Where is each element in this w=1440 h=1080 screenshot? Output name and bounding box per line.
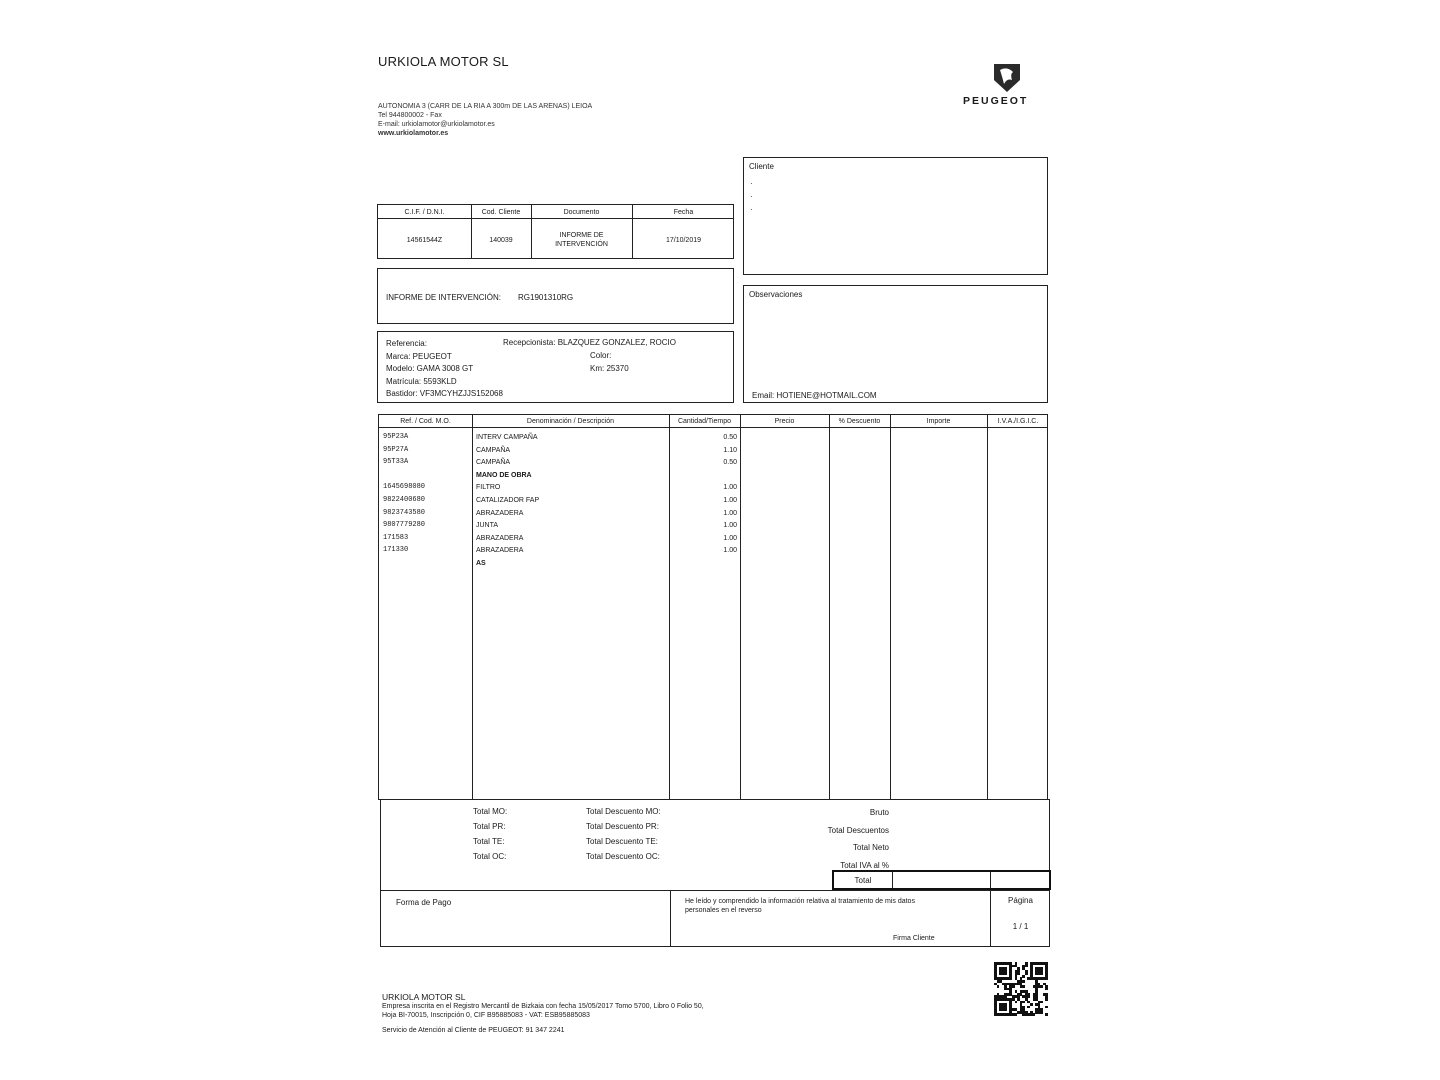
qr-module xyxy=(1022,975,1025,978)
qr-module xyxy=(1022,1001,1025,1004)
legal-company-name: URKIOLA MOTOR SL xyxy=(382,992,466,1002)
vehicle-color: Color: xyxy=(590,351,612,360)
item-ref: 9822400680 xyxy=(383,496,426,504)
value-documento: INFORME DE INTERVENCIÓN xyxy=(555,232,608,248)
privacy-line: personales en el reverso xyxy=(685,907,762,914)
legal-footer xyxy=(382,992,704,1035)
col-header-qty: Cantidad/Tiempo xyxy=(677,418,732,425)
col-header-iva: I.V.A./I.G.I.C. xyxy=(997,418,1039,425)
qr-module xyxy=(1040,972,1043,975)
qr-module xyxy=(1027,995,1030,998)
legal-service: Servicio de Atención al Cliente de PEUGEOT: 91 347 2241 xyxy=(382,1027,565,1034)
item-qty: 1.00 xyxy=(723,509,737,517)
item-desc: AS xyxy=(476,560,486,567)
total-iva: Total IVA al % xyxy=(840,860,889,870)
payment-signature-box xyxy=(380,890,1050,947)
item-desc: ABRAZADERA xyxy=(476,509,524,517)
qr-module xyxy=(1025,965,1028,968)
qr-module xyxy=(1012,985,1015,988)
qr-module xyxy=(1022,985,1025,988)
qr-module xyxy=(1045,1013,1048,1016)
total-row xyxy=(832,870,1051,890)
vehicle-referencia: Referencia: xyxy=(386,339,427,348)
qr-module xyxy=(1045,977,1048,980)
col-header-ref: Ref. / Cod. M.O. xyxy=(400,418,451,425)
total-neto: Total Neto xyxy=(852,843,889,852)
item-ref: 95P27A xyxy=(383,445,409,454)
peugeot-lion-icon xyxy=(990,60,1024,94)
vehicle-modelo: Modelo: GAMA 3008 GT xyxy=(386,364,474,373)
value-cif: 14561544Z xyxy=(406,237,443,244)
vehicle-matricula: Matrícula: 5593KLD xyxy=(386,377,457,386)
payment-label: Forma de Pago xyxy=(396,898,452,907)
item-qty: 1.00 xyxy=(723,547,737,555)
items-table xyxy=(378,414,1048,800)
item-desc: CAMPAÑA xyxy=(476,459,511,467)
col-header-price: Precio xyxy=(774,418,795,425)
total-descuentos: Total Descuentos xyxy=(827,825,889,835)
item-desc: CAMPAÑA xyxy=(476,446,511,454)
client-box xyxy=(743,157,1048,275)
total-desc-te: Total Descuento TE: xyxy=(586,837,658,846)
total-mo: Total MO: xyxy=(473,807,508,816)
totals-left xyxy=(473,804,507,864)
report-box xyxy=(377,268,734,324)
page-label: Página xyxy=(1008,896,1033,905)
observations-label: Observaciones xyxy=(749,290,803,299)
qr-module xyxy=(1033,1013,1036,1016)
qr-module xyxy=(1004,972,1007,975)
vehicle-box xyxy=(377,331,734,403)
total-te: Total TE: xyxy=(473,837,505,846)
legal-line: Empresa inscrita en el Registro Mercantil de Bizkaia con fecha 15/05/2017 Tomo 5700, Libro 0 Folio 50, xyxy=(382,1003,704,1010)
item-ref: 1645698080 xyxy=(383,483,426,492)
privacy-line: He leído y comprendido la información relativa al tratamiento de mis datos xyxy=(685,898,915,905)
qr-module xyxy=(1040,1001,1043,1004)
item-ref: 9823743580 xyxy=(383,508,426,517)
address-line: Tel 944800002 - Fax xyxy=(378,112,442,119)
header-documento: Documento xyxy=(563,209,600,216)
col-header-desc: Denominación / Descripción xyxy=(526,418,615,425)
item-ref: 171330 xyxy=(383,546,409,555)
item-qty: 1.00 xyxy=(723,522,737,530)
qr-module xyxy=(1045,998,1048,1001)
item-qty: 0.50 xyxy=(723,434,737,441)
item-desc: INTERV CAMPAÑA xyxy=(476,434,538,441)
header-cif: C.I.F. / D.N.I. xyxy=(404,209,445,216)
qr-module xyxy=(1027,1006,1030,1009)
totals-right xyxy=(761,804,889,874)
total-oc: Total OC: xyxy=(473,852,507,861)
qr-module xyxy=(1045,988,1048,991)
totals-middle xyxy=(586,804,661,864)
header-fecha: Fecha xyxy=(673,209,694,216)
item-qty: 1.00 xyxy=(723,484,737,492)
vehicle-km: Km: 25370 xyxy=(590,364,629,373)
qr-module xyxy=(1017,972,1020,975)
value-fecha: 17/10/2019 xyxy=(665,237,702,244)
item-ref: 171583 xyxy=(383,533,409,542)
value-cod-cliente: 140039 xyxy=(489,237,513,244)
header-cod-cliente: Cod. Cliente xyxy=(481,209,521,216)
qr-code-icon xyxy=(994,962,1048,1016)
total-label: Total xyxy=(854,876,872,885)
total-desc-pr: Total Descuento PR: xyxy=(586,822,659,831)
total-desc-mo: Total Descuento MO: xyxy=(586,807,661,816)
client-line: · xyxy=(750,205,753,214)
qr-module xyxy=(1015,1013,1018,1016)
address-line: AUTONOMIA 3 (CARR DE LA RIA A 300m DE LAS ARENAS) LEIOA xyxy=(378,103,593,110)
document-header-table xyxy=(377,204,734,259)
signature-label: Firma Cliente xyxy=(893,935,935,942)
client-line: · xyxy=(750,179,753,188)
observations-email: Email: HOTIENE@HOTMAIL.COM xyxy=(752,391,877,400)
report-number: RG1901310RG xyxy=(518,293,574,302)
company-name: URKIOLA MOTOR SL xyxy=(378,54,509,69)
report-label: INFORME DE INTERVENCIÓN: xyxy=(386,293,501,302)
legal-line: Hoja BI-70015, Inscripción 0, CIF B95885083 - VAT: ESB95885083 xyxy=(382,1012,590,1019)
item-desc: FILTRO xyxy=(476,484,501,492)
item-desc: MANO DE OBRA xyxy=(476,471,532,479)
company-web: www.urkiolamotor.es xyxy=(378,130,449,137)
item-ref: 9807779280 xyxy=(383,521,426,530)
total-desc-oc: Total Descuento OC: xyxy=(586,852,660,861)
vehicle-recepcionista: Recepcionista: BLAZQUEZ GONZALEZ, ROCIO xyxy=(503,338,676,347)
qr-module xyxy=(1022,980,1025,983)
col-header-amount: Importe xyxy=(926,418,951,425)
company-address xyxy=(378,102,592,138)
totals-section xyxy=(380,799,1050,891)
total-pr: Total PR: xyxy=(473,822,506,831)
brand-name: PEUGEOT xyxy=(963,95,1029,107)
qr-module xyxy=(1009,977,1012,980)
item-qty: 1.10 xyxy=(723,446,737,454)
item-qty: 1.00 xyxy=(723,497,737,504)
qr-module xyxy=(1040,1011,1043,1014)
item-desc: JUNTA xyxy=(476,522,499,530)
qr-module xyxy=(1040,985,1043,988)
item-qty: 0.50 xyxy=(723,459,737,467)
item-desc: CATALIZADOR FAP xyxy=(476,497,540,504)
item-desc: ABRAZADERA xyxy=(476,534,524,542)
client-label: Cliente xyxy=(749,162,774,171)
qr-module xyxy=(1025,972,1028,975)
item-ref: 95P23A xyxy=(383,433,409,441)
client-line: · xyxy=(750,192,753,201)
vehicle-marca: Marca: PEUGEOT xyxy=(386,352,452,361)
address-line: E-mail: urkiolamotor@urkiolamotor.es xyxy=(378,121,495,128)
qr-module xyxy=(1004,1008,1007,1011)
qr-module xyxy=(1015,1001,1018,1004)
item-ref: 95T33A xyxy=(383,458,409,467)
page-value: 1 / 1 xyxy=(1012,922,1029,931)
qr-module xyxy=(997,985,1000,988)
item-desc: ABRAZADERA xyxy=(476,547,524,555)
privacy-text xyxy=(685,897,915,915)
qr-module xyxy=(1030,1003,1033,1006)
vehicle-bastidor: Bastidor: VF3MCYHZJJS152068 xyxy=(386,389,503,398)
col-header-discount: % Descuento xyxy=(838,418,881,425)
item-qty: 1.00 xyxy=(723,534,737,542)
qr-module xyxy=(1045,1006,1048,1009)
total-bruto: Bruto xyxy=(869,808,889,817)
observations-box xyxy=(743,285,1048,403)
